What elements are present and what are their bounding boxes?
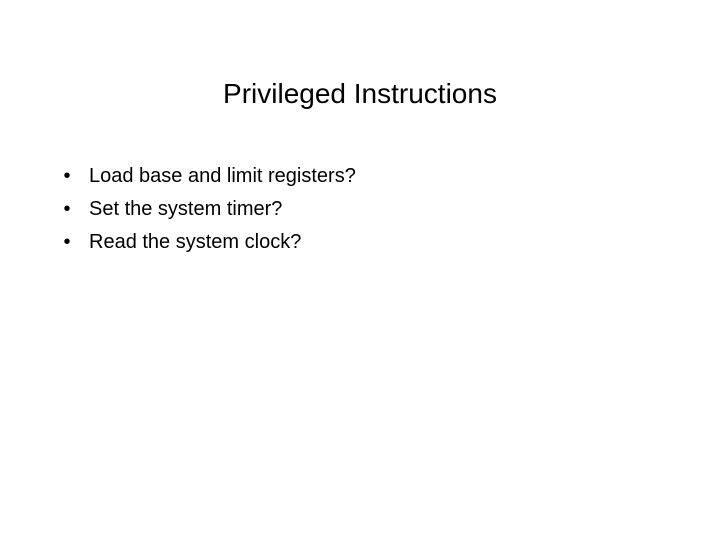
bullet-text: Set the system timer? (89, 198, 283, 220)
slide-title: Privileged Instructions (223, 78, 497, 109)
bullet-text: Load base and limit registers? (89, 165, 356, 187)
bullet-icon: • (63, 165, 71, 187)
bullet-list (60, 160, 660, 259)
bullet-icon: • (63, 198, 71, 220)
list-item (60, 226, 660, 259)
list-item (60, 193, 660, 226)
bullet-icon: • (63, 231, 71, 253)
list-item (60, 160, 660, 193)
bullet-text: Read the system clock? (89, 231, 302, 253)
